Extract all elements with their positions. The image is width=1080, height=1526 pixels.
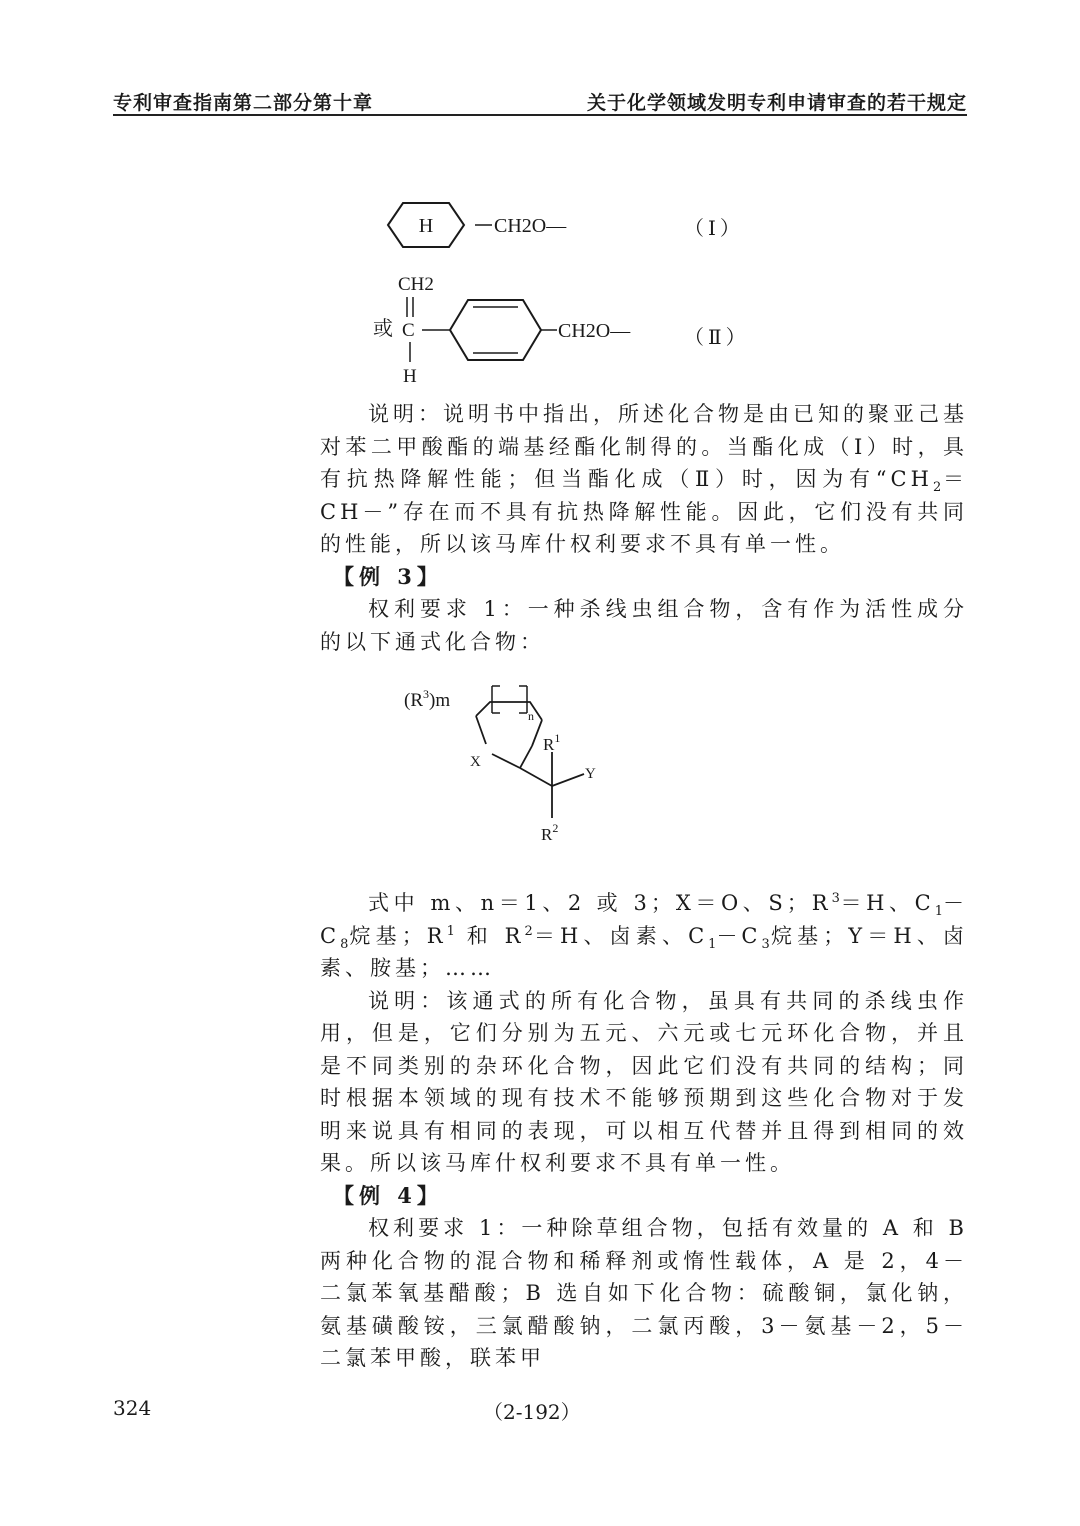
chain-bond <box>520 768 552 786</box>
paragraph-explanation-2: 说明：该通式的所有化合物，虽具有共同的杀线虫作用，但是，它们分别为五元、六元或七元环化合物，并且是不同类别的杂环化合物，因此它们没有共同的结构；同时根据本领域的现有技术不能够预期到这些化合物对于发明来说具有相同的表现，可以相互代替并且得到相同的效果。所以该马库什权利要求不具有单一性。 <box>320 988 968 1175</box>
def-h: 烷基；Y＝H、卤素、胺基；…… <box>320 923 968 980</box>
or-prefix: 或 <box>373 318 393 340</box>
formula-1-structure <box>380 196 600 256</box>
ring-bottom-left <box>492 754 520 768</box>
ch2-top: CH2 <box>398 274 434 295</box>
formula-2-structure <box>370 270 660 390</box>
explanation-1-tail: ＝CH－”存在而不具有抗热降解性能。因此，它们没有共同的性能，所以该马库什权利要求不具有单一性。 <box>320 467 969 556</box>
def-f: ＝H、卤素、C <box>532 923 709 948</box>
group-text: CH2O— <box>494 215 567 237</box>
paragraph-claim-3: 权利要求 1：一种杀线虫组合物，含有作为活性成分的以下通式化合物： <box>320 597 968 654</box>
formula-3-structure <box>400 678 620 850</box>
def-e: 和 R <box>454 923 525 948</box>
r2-base: R <box>541 825 553 844</box>
sup-2: 2 <box>524 923 533 939</box>
r3-base: (R <box>404 690 423 711</box>
r3-superscript: 3 <box>423 687 429 701</box>
example-3-heading: 【例 3】 <box>333 563 443 589</box>
paragraph-explanation-1 <box>320 398 968 561</box>
formula-1 <box>380 196 600 256</box>
formula-3 <box>400 678 620 850</box>
sub-8: 8 <box>340 936 349 952</box>
group-text: CH2O— <box>558 320 631 342</box>
sub-3: 3 <box>761 936 770 952</box>
r1-base: R <box>543 735 555 754</box>
y-bond <box>552 774 584 786</box>
carbon-center: C <box>402 320 415 341</box>
sup-1: 1 <box>446 923 455 939</box>
ring-bottom-right <box>520 746 532 768</box>
formula-1-label: （Ⅰ） <box>684 216 744 240</box>
r2-group <box>541 821 558 844</box>
def-g: －C <box>716 923 762 948</box>
r1-group <box>543 731 560 754</box>
header-chapter: 专利审查指南第二部分第十章 <box>113 92 374 114</box>
y-atom: Y <box>585 766 596 782</box>
def-c: －C <box>320 891 968 948</box>
formula-2-label: （Ⅱ） <box>684 325 750 349</box>
ring-left <box>476 716 486 744</box>
paragraph-definitions <box>320 887 968 985</box>
body-text-upper <box>320 398 968 658</box>
def-b: ＝H、C <box>839 891 935 915</box>
example-4-heading: 【例 4】 <box>333 1182 443 1208</box>
n-subscript: n <box>528 709 534 723</box>
sub-1: 1 <box>934 904 943 920</box>
header-title: 关于化学领域发明专利申请审查的若干规定 <box>586 92 967 114</box>
x-atom: X <box>470 754 481 770</box>
ring-label: H <box>418 215 434 237</box>
h-bottom: H <box>403 366 417 387</box>
r2-superscript: 2 <box>552 821 559 835</box>
r3-tail: )m <box>429 690 451 711</box>
running-header <box>113 84 967 116</box>
body-text-lower <box>320 887 968 1375</box>
def-a: 式中 m、n＝1、2 或 3；X＝O、S；R <box>368 891 832 915</box>
explanation-1-text: 说明：说明书中指出，所述化合物是由已知的聚亚己基对苯二甲酸酯的端基经酯化制得的。当酯化成（Ⅰ）时，具有抗热降解性能；但当酯化成（Ⅱ）时，因为有“CH <box>320 402 968 491</box>
paragraph-claim-4: 权利要求 1：一种除草组合物，包括有效量的 A 和 B 两种化合物的混合物和稀释剂或惰性载体，A 是 2，4－二氯苯氧基醋酸；B 选自如下化合物：硫酸铜，氯化钠，氨基磺酸铵，三氯醋酸钠，二氯丙酸，3－氨基－2，5－二氯苯甲酸，联苯甲 <box>320 1216 968 1370</box>
sup-3: 3 <box>831 891 840 906</box>
section-page-number: （2-192） <box>483 1400 581 1424</box>
formula-2 <box>370 270 660 390</box>
benzene-ring <box>450 300 541 360</box>
r1-superscript: 1 <box>554 731 561 745</box>
def-d: 烷基；R <box>348 923 447 948</box>
page-number: 324 <box>113 1396 152 1420</box>
subscript: 2 <box>932 480 942 496</box>
r3-group <box>404 687 450 711</box>
ring-right <box>532 720 542 746</box>
sub-1b: 1 <box>708 936 717 952</box>
